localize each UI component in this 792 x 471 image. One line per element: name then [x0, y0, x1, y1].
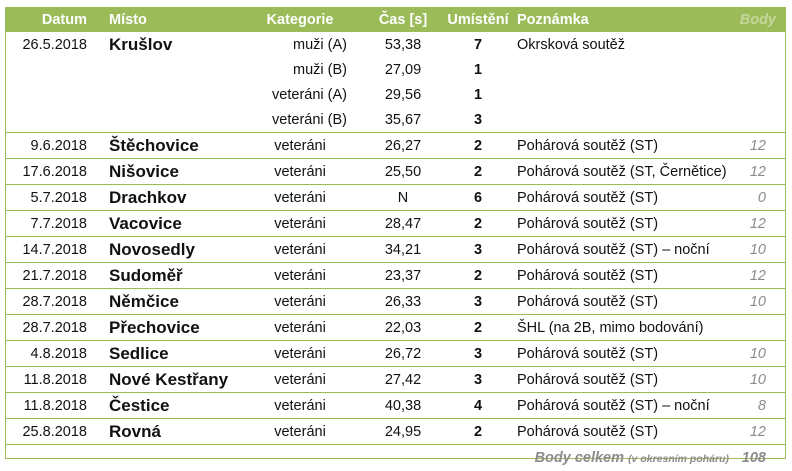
- points-cell: 10: [735, 289, 786, 315]
- table-row: [5, 32, 786, 57]
- time-cell: 23,37: [363, 263, 443, 289]
- place-cell: Nové Kestřany: [105, 367, 237, 393]
- category-cell: muži (A): [237, 32, 363, 57]
- table-row: [5, 211, 786, 237]
- category-cell: veteráni: [237, 185, 363, 211]
- table-row: [5, 237, 786, 263]
- rank-cell: 2: [443, 263, 513, 289]
- date-cell: 11.8.2018: [5, 367, 105, 393]
- rank-cell: 2: [443, 133, 513, 159]
- total-row: [5, 445, 786, 471]
- note-cell: Pohárová soutěž (ST): [513, 289, 735, 315]
- note-cell: Pohárová soutěž (ST, Černětice): [513, 159, 735, 185]
- time-cell: 25,50: [363, 159, 443, 185]
- table-row: [5, 289, 786, 315]
- date-cell: 28.7.2018: [5, 289, 105, 315]
- total-label-text: Body celkem: [535, 450, 624, 466]
- points-cell: 12: [735, 211, 786, 237]
- rank-cell: 7: [443, 32, 513, 57]
- total-label: [5, 445, 735, 471]
- category-cell: veteráni (A): [237, 82, 363, 107]
- category-cell: veteráni: [237, 289, 363, 315]
- points-cell: 12: [735, 159, 786, 185]
- place-cell: Novosedly: [105, 237, 237, 263]
- note-cell: Pohárová soutěž (ST): [513, 133, 735, 159]
- place-cell: Rovná: [105, 419, 237, 445]
- table-row: [5, 419, 786, 445]
- table-row: [5, 57, 786, 82]
- date-cell: 17.6.2018: [5, 159, 105, 185]
- category-cell: veteráni: [237, 341, 363, 367]
- rank-cell: 1: [443, 57, 513, 82]
- note-cell: Okrsková soutěž: [513, 32, 735, 57]
- category-cell: veteráni: [237, 237, 363, 263]
- time-cell: 27,42: [363, 367, 443, 393]
- date-cell: 7.7.2018: [5, 211, 105, 237]
- header-misto: Místo: [105, 7, 237, 32]
- category-cell: veteráni: [237, 211, 363, 237]
- time-cell: 26,72: [363, 341, 443, 367]
- place-cell: Štěchovice: [105, 133, 237, 159]
- table-row: [5, 315, 786, 341]
- note-cell: Pohárová soutěž (ST) – noční: [513, 393, 735, 419]
- place-cell: Sedlice: [105, 341, 237, 367]
- category-cell: veteráni: [237, 133, 363, 159]
- category-cell: veteráni: [237, 367, 363, 393]
- rank-cell: 2: [443, 419, 513, 445]
- table-row: [5, 107, 786, 133]
- note-cell: Pohárová soutěž (ST): [513, 341, 735, 367]
- time-cell: 26,27: [363, 133, 443, 159]
- note-cell: Pohárová soutěž (ST): [513, 419, 735, 445]
- points-cell: [735, 315, 786, 341]
- total-sublabel: (v okresním poháru): [628, 453, 729, 465]
- note-cell: Pohárová soutěž (ST): [513, 367, 735, 393]
- table-row: [5, 263, 786, 289]
- note-cell: ŠHL (na 2B, mimo bodování): [513, 315, 735, 341]
- note-cell: Pohárová soutěž (ST): [513, 211, 735, 237]
- header-datum: Datum: [5, 7, 105, 32]
- category-cell: veteráni (B): [237, 107, 363, 133]
- table-row: [5, 367, 786, 393]
- date-cell: 21.7.2018: [5, 263, 105, 289]
- header-umisteni: Umístění: [443, 7, 513, 32]
- place-cell: Drachkov: [105, 185, 237, 211]
- total-value: 108: [735, 445, 786, 471]
- table-row: [5, 393, 786, 419]
- date-cell: 28.7.2018: [5, 315, 105, 341]
- header-cas: Čas [s]: [363, 7, 443, 32]
- rank-cell: 6: [443, 185, 513, 211]
- table-row: [5, 185, 786, 211]
- rank-cell: 2: [443, 159, 513, 185]
- time-cell: 35,67: [363, 107, 443, 133]
- time-cell: 29,56: [363, 82, 443, 107]
- rank-cell: 3: [443, 237, 513, 263]
- rank-cell: 3: [443, 341, 513, 367]
- time-cell: 34,21: [363, 237, 443, 263]
- time-cell: 27,09: [363, 57, 443, 82]
- rank-cell: 4: [443, 393, 513, 419]
- points-cell: 12: [735, 419, 786, 445]
- rank-cell: 2: [443, 315, 513, 341]
- points-cell: 10: [735, 237, 786, 263]
- category-cell: veteráni: [237, 159, 363, 185]
- category-cell: veteráni: [237, 263, 363, 289]
- points-cell: 0: [735, 185, 786, 211]
- place-cell: Nišovice: [105, 159, 237, 185]
- points-cell: 10: [735, 367, 786, 393]
- date-cell: 5.7.2018: [5, 185, 105, 211]
- points-cell: 12: [735, 263, 786, 289]
- rank-cell: 1: [443, 82, 513, 107]
- rank-cell: 3: [443, 289, 513, 315]
- rank-cell: 3: [443, 107, 513, 133]
- date-cell: 4.8.2018: [5, 341, 105, 367]
- results-rows: [5, 133, 786, 445]
- place-cell: Sudoměř: [105, 263, 237, 289]
- place-cell: Krušlov: [105, 32, 237, 57]
- header-row: [5, 7, 786, 32]
- category-cell: veteráni: [237, 393, 363, 419]
- date-cell: 14.7.2018: [5, 237, 105, 263]
- time-cell: 40,38: [363, 393, 443, 419]
- date-cell: 25.8.2018: [5, 419, 105, 445]
- date-cell: 26.5.2018: [5, 32, 105, 57]
- header-poznamka: Poznámka: [513, 7, 735, 32]
- place-cell: Němčice: [105, 289, 237, 315]
- date-cell: 9.6.2018: [5, 133, 105, 159]
- rank-cell: 2: [443, 211, 513, 237]
- place-cell: Čestice: [105, 393, 237, 419]
- note-cell: Pohárová soutěž (ST) – noční: [513, 237, 735, 263]
- category-cell: muži (B): [237, 57, 363, 82]
- points-cell: 8: [735, 393, 786, 419]
- category-cell: veteráni: [237, 419, 363, 445]
- place-cell: Vacovice: [105, 211, 237, 237]
- date-cell: 11.8.2018: [5, 393, 105, 419]
- note-cell: Pohárová soutěž (ST): [513, 263, 735, 289]
- points-cell: [735, 32, 786, 57]
- time-cell: 28,47: [363, 211, 443, 237]
- place-cell: Přechovice: [105, 315, 237, 341]
- time-cell: 53,38: [363, 32, 443, 57]
- results-table: [5, 7, 786, 471]
- rank-cell: 3: [443, 367, 513, 393]
- table-row: [5, 82, 786, 107]
- note-cell: Pohárová soutěž (ST): [513, 185, 735, 211]
- category-cell: veteráni: [237, 315, 363, 341]
- time-cell: 26,33: [363, 289, 443, 315]
- time-cell: 22,03: [363, 315, 443, 341]
- time-cell: N: [363, 185, 443, 211]
- header-body: Body: [735, 7, 786, 32]
- points-cell: 12: [735, 133, 786, 159]
- points-cell: 10: [735, 341, 786, 367]
- header-kategorie: Kategorie: [237, 7, 363, 32]
- table-row: [5, 133, 786, 159]
- table-row: [5, 159, 786, 185]
- table-row: [5, 341, 786, 367]
- time-cell: 24,95: [363, 419, 443, 445]
